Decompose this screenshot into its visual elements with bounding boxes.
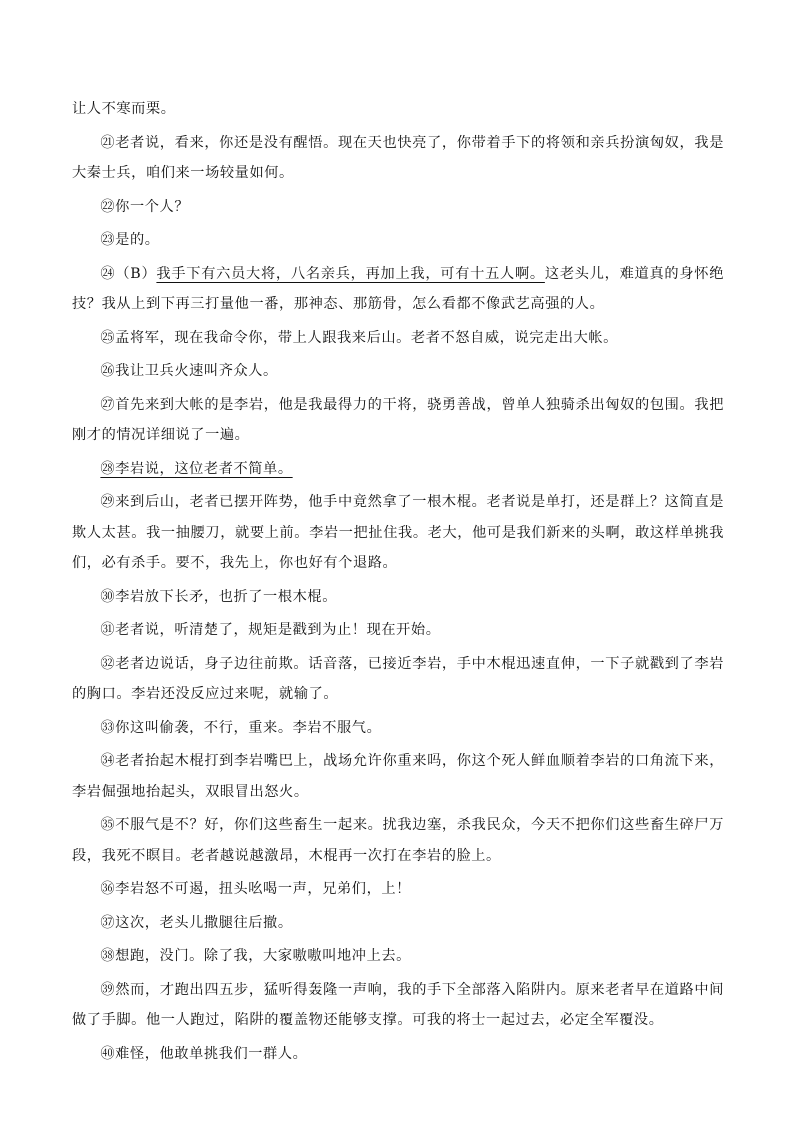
- paragraph-35: [72, 810, 724, 871]
- paragraph-text: ㉕孟将军，现在我命令你，带上人跟我来后山。老者不怒自威，说完走出大帐。: [100, 329, 618, 346]
- paragraph-31: [72, 615, 724, 646]
- paragraph-32: [72, 649, 724, 710]
- paragraph-text: ㊴然而，才跑出四五步，猛听得轰隆一声响，我的手下全部落入陷阱内。原来老者早在道路中间做了手脚。他一人跑过，陷阱的覆盖物还能够支撑。可我的将士一起过去，必定全军覆没。: [72, 981, 724, 1028]
- paragraph-39: [72, 975, 724, 1036]
- paragraph-text: ㉗首先来到大帐的是李岩，他是我最得力的干将，骁勇善战，曾单人独骑杀出匈奴的包围。我把刚才的情况详细说了一遍。: [72, 396, 724, 443]
- paragraph-text: ㉑老者说，看来，你还是没有醒悟。现在天也快亮了，你带着手下的将领和亲兵扮演匈奴，我是大秦士兵，咱们来一场较量如何。: [72, 134, 724, 181]
- paragraph-33: [72, 713, 724, 744]
- paragraph-text: 这老头儿，难道真的身怀绝技？我从上到下再三打量他一番，那神态、那筋骨，怎么看都不像武艺高强的人。: [72, 265, 725, 312]
- paragraph-text: ㊳想跑，没门。除了我，大家嗷嗷叫地冲上去。: [100, 948, 411, 964]
- paragraph-36: [72, 874, 724, 905]
- paragraph-30: [72, 582, 724, 613]
- paragraph-40: [72, 1039, 724, 1070]
- paragraph-text: ㉝你这叫偷袭，不行，重来。李岩不服气。: [100, 719, 382, 736]
- paragraph-text: ㊲这次，老头儿撒腿往后撤。: [100, 914, 293, 931]
- paragraph-text: ㊱李岩怒不可遏，扭头吆喝一声，兄弟们，上！: [100, 881, 411, 897]
- paragraph-text: 让人不寒而栗。: [72, 101, 176, 117]
- paragraph-text: ㉜老者边说话，身子边往前欺。话音落，已接近李岩，手中木棍迅速直伸，一下子就戳到了李岩的胸口。李岩还没反应过来呢，就输了。: [72, 655, 724, 702]
- paragraph-29: [72, 487, 724, 579]
- paragraph-21: [72, 128, 724, 189]
- underlined-sentence-b: 我手下有六员大将，八名亲兵，再加上我，可有十五人啊。: [156, 265, 545, 282]
- paragraph-28: [72, 454, 724, 485]
- paragraph-0: [72, 94, 724, 125]
- paragraph-22: [72, 192, 724, 223]
- underlined-sentence: ㉘李岩说，这位老者不简单。: [100, 460, 293, 477]
- paragraph-text: ㉓是的。: [100, 232, 160, 248]
- paragraph-38: [72, 941, 724, 972]
- paragraph-marker: ㉔（B）: [100, 265, 157, 282]
- story-text: [72, 94, 724, 1069]
- paragraph-24: [72, 259, 724, 320]
- paragraph-26: [72, 356, 724, 387]
- paragraph-text: ㉞老者抬起木棍打到李岩嘴巴上，战场允许你重来吗，你这个死人鲜血顺着李岩的口角流下来，李岩倔强地抬起头，双眼冒出怒火。: [72, 753, 724, 800]
- paragraph-23: [72, 225, 724, 256]
- paragraph-34: [72, 746, 724, 807]
- paragraph-text: ㉖我让卫兵火速叫齐众人。: [100, 363, 278, 379]
- paragraph-27: [72, 390, 724, 451]
- paragraph-text: ㉚李岩放下长矛，也折了一根木棍。: [100, 588, 337, 605]
- paragraph-text: ㉛老者说，听清楚了，规矩是戳到为止！现在开始。: [100, 622, 441, 638]
- paragraph-25: [72, 323, 724, 354]
- paragraph-text: ㉟不服气是不？好，你们这些畜生一起来。扰我边塞，杀我民众，今天不把你们这些畜生碎尸万段，我死不瞑目。老者越说越激昂，木棍再一次打在李岩的脸上。: [72, 817, 724, 864]
- paragraph-text: ㉒你一个人？: [100, 198, 190, 215]
- paragraph-37: [72, 908, 724, 939]
- paragraph-text: ㊵难怪，他敢单挑我们一群人。: [100, 1045, 308, 1062]
- paragraph-text: ㉙来到后山，老者已摆开阵势，他手中竟然拿了一根木棍。老者说是单打，还是群上？这简直是欺人太甚。我一抽腰刀，就要上前。李岩一把扯住我。老大，他可是我们新来的头啊，敢这样单挑我们，必有杀手。要不，我先上，你也好有个退路。: [72, 494, 724, 571]
